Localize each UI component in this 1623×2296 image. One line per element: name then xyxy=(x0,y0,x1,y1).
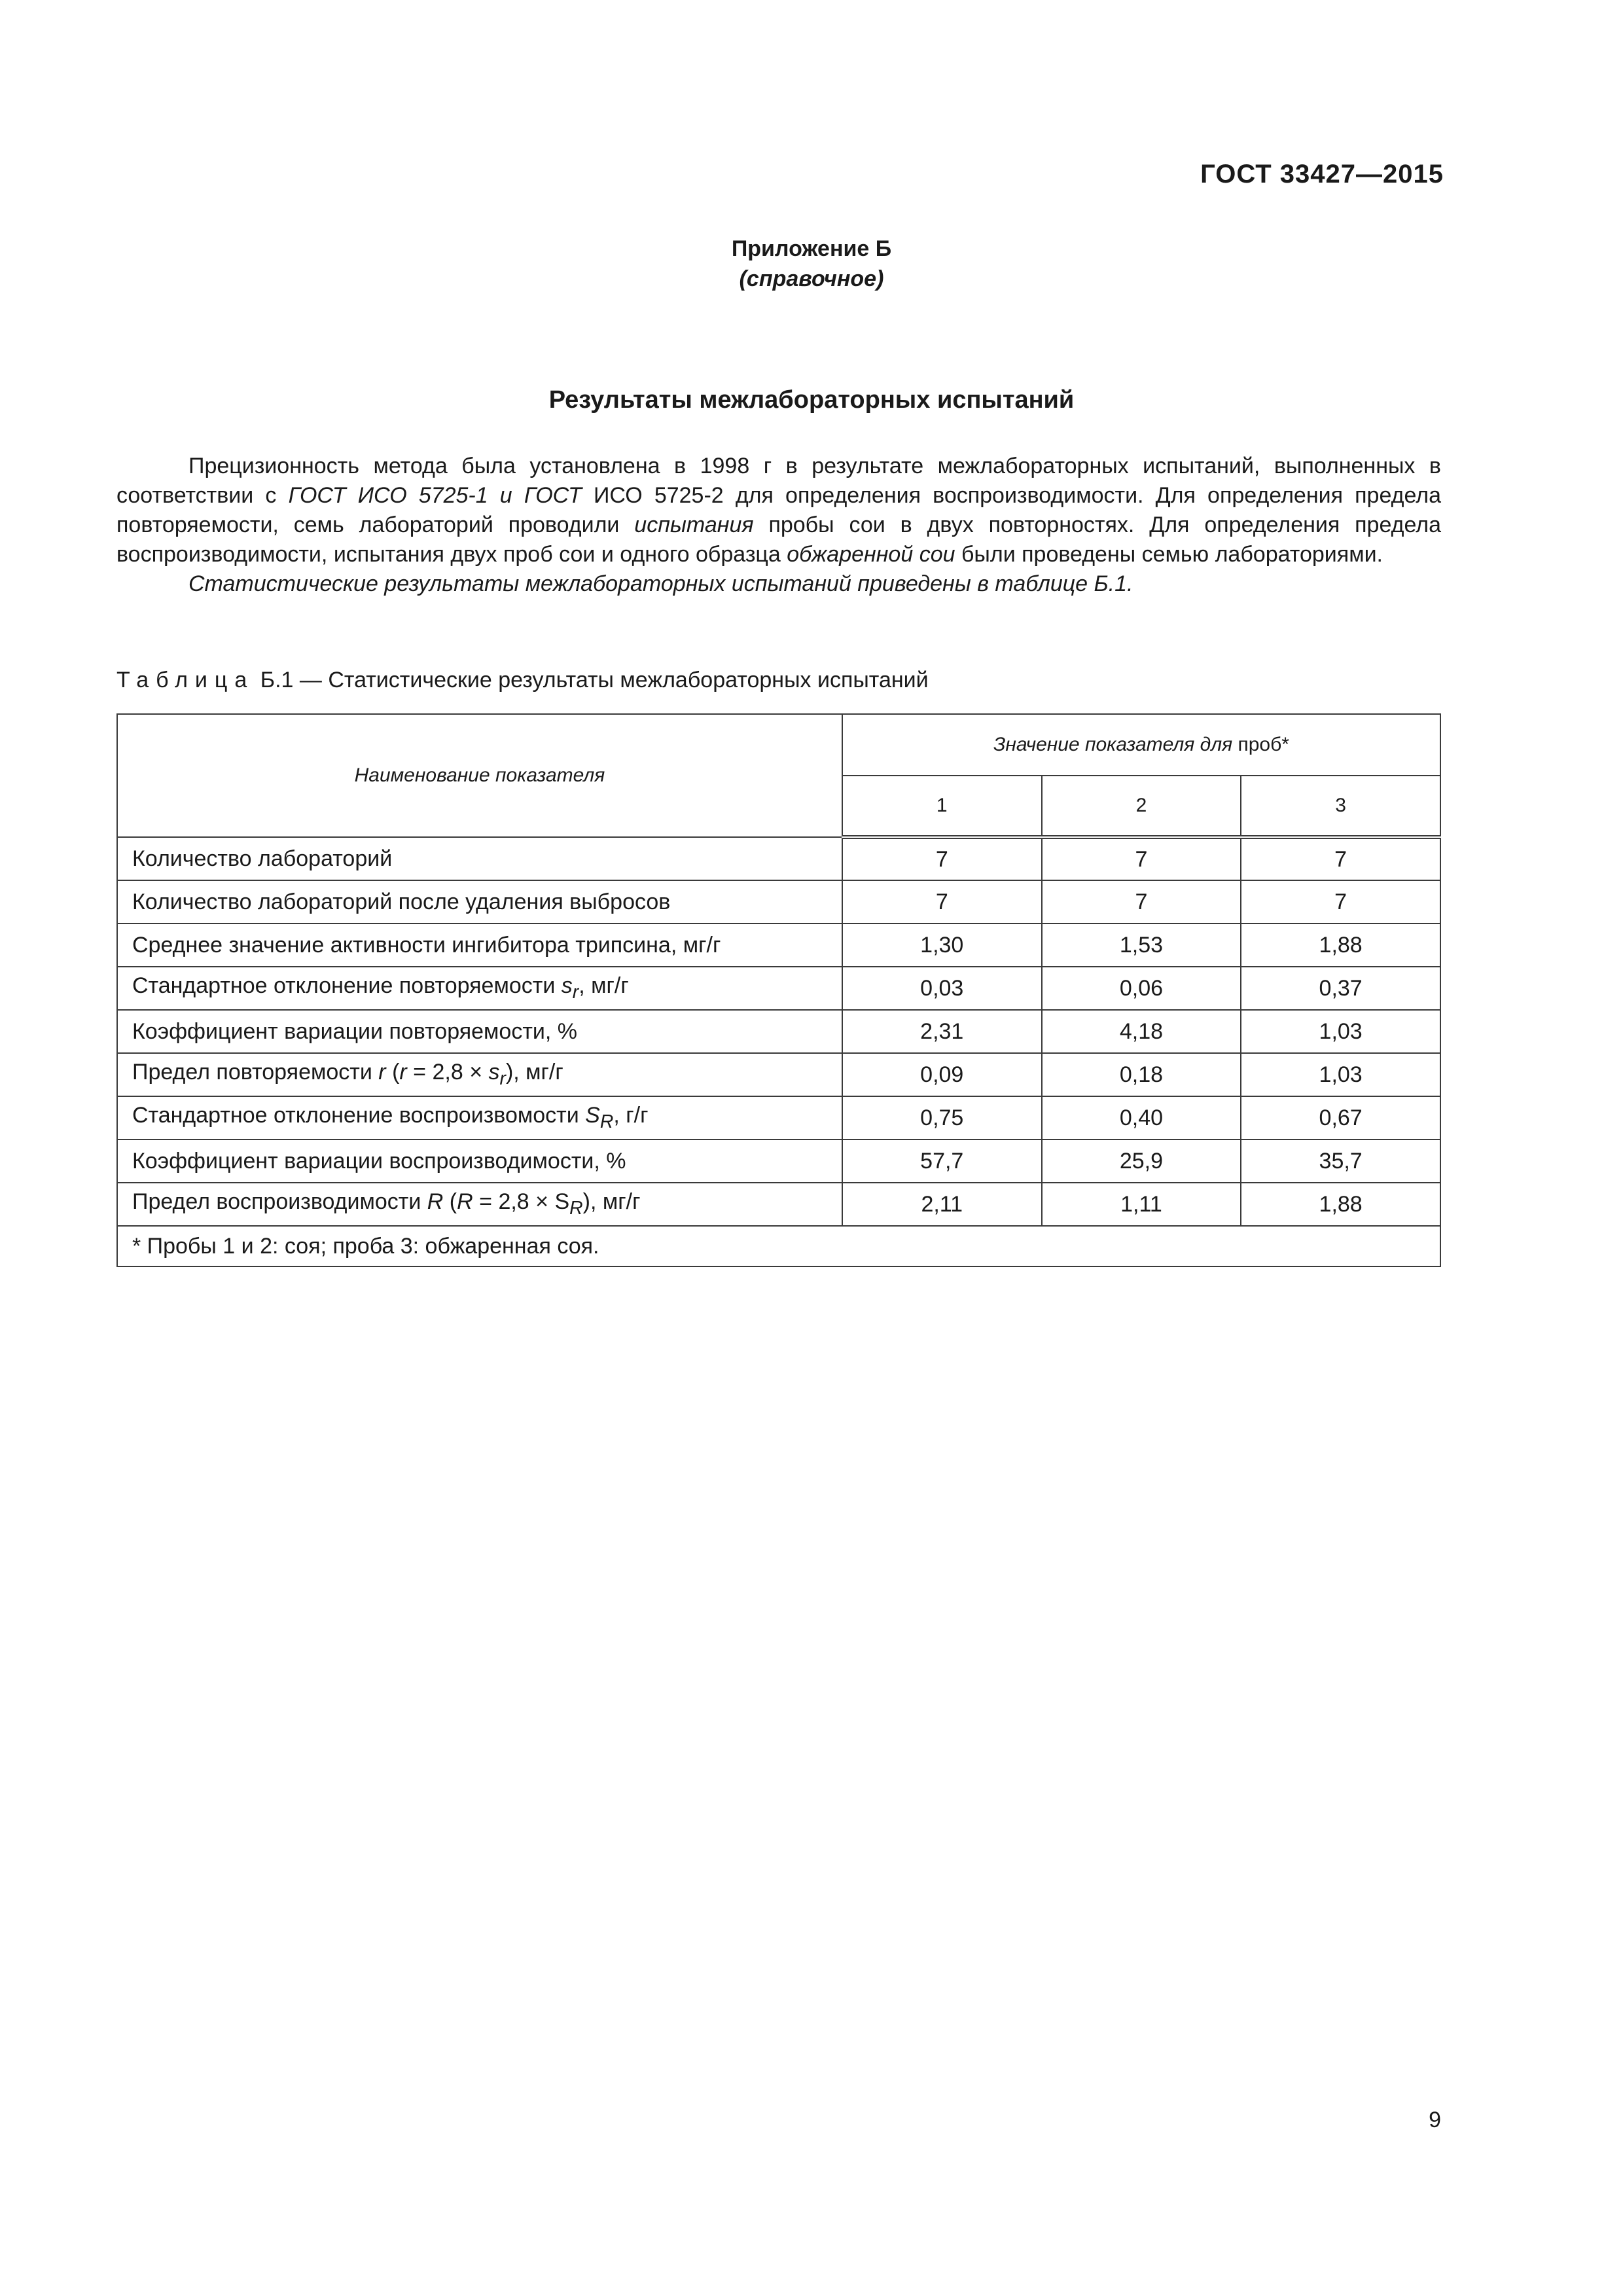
header-sample-2: 2 xyxy=(1042,776,1241,837)
cell-value: 0,06 xyxy=(1042,967,1241,1010)
table-row xyxy=(117,1139,1440,1183)
text-run: , г/г xyxy=(613,1103,649,1128)
row-name xyxy=(117,1183,842,1226)
row-name: Коэффициент вариации воспроизводимости, % xyxy=(117,1139,842,1183)
table-caption xyxy=(116,668,929,693)
table-row xyxy=(117,880,1440,924)
header-group-italic: Значение показателя для xyxy=(993,734,1233,755)
cell-value: 7 xyxy=(842,837,1042,880)
text-run: ИСО 5725-2 для определения воспроизводимости. Для определения предела повторяемости, семь лабораторий проводили xyxy=(116,483,1441,537)
table-header-row xyxy=(117,714,1440,776)
table-footnote: * Пробы 1 и 2: соя; проба 3: обжаренная соя. xyxy=(117,1226,1440,1266)
table-row xyxy=(117,1010,1440,1053)
cell-value: 1,88 xyxy=(1241,924,1440,967)
table-row xyxy=(117,1096,1440,1139)
header-sample-values xyxy=(842,714,1440,776)
cell-value: 1,03 xyxy=(1241,1010,1440,1053)
results-table xyxy=(116,713,1441,1267)
header-sample-1: 1 xyxy=(842,776,1042,837)
cell-value: 7 xyxy=(1042,880,1241,924)
cell-value: 0,18 xyxy=(1042,1053,1241,1096)
symbol: s xyxy=(561,973,573,999)
text-run: Стандартное отклонение воспроизвомости xyxy=(132,1103,586,1128)
cell-value: 1,53 xyxy=(1042,924,1241,967)
section-title: Результаты межлабораторных испытаний xyxy=(548,386,1075,414)
text-run: ( xyxy=(385,1060,400,1085)
header-group-rest: проб* xyxy=(1232,734,1289,755)
subscript: R xyxy=(599,1111,614,1132)
cell-value: 35,7 xyxy=(1241,1139,1440,1183)
table-caption-label: Таблица xyxy=(116,668,255,692)
table-footnote-row xyxy=(117,1226,1440,1266)
document-number: ГОСТ 33427—2015 xyxy=(1200,160,1444,188)
cell-value: 7 xyxy=(842,880,1042,924)
cell-value: 1,88 xyxy=(1241,1183,1440,1226)
symbol: S xyxy=(585,1103,600,1128)
appendix-heading xyxy=(0,234,1623,294)
cell-value: 1,30 xyxy=(842,924,1042,967)
table-row xyxy=(117,1053,1440,1096)
text-run: = 2,8 × xyxy=(406,1060,489,1085)
cell-value: 0,03 xyxy=(842,967,1042,1010)
header-sample-3: 3 xyxy=(1241,776,1440,837)
subscript: R xyxy=(569,1197,583,1219)
cell-value: 0,37 xyxy=(1241,967,1440,1010)
cell-value: 2,11 xyxy=(842,1183,1042,1226)
cell-value: 1,11 xyxy=(1042,1183,1241,1226)
text-run: Прецизионность метода была установлена в 1998 г в результате межлабораторных испытаний, выполненных в соответствии с xyxy=(116,454,1441,508)
text-run: ), мг/г xyxy=(505,1060,563,1085)
row-name xyxy=(117,967,842,1010)
text-run: ), мг/г xyxy=(582,1189,641,1215)
text-run: , мг/г xyxy=(579,973,629,999)
symbol: r xyxy=(399,1060,407,1085)
table-caption-text: Б.1 — Статистические результаты межлабораторных испытаний xyxy=(254,668,929,692)
appendix-title: Приложение Б xyxy=(731,236,892,261)
row-name: Среднее значение активности ингибитора трипсина, мг/г xyxy=(117,924,842,967)
row-name: Количество лабораторий после удаления выбросов xyxy=(117,880,842,924)
table-row xyxy=(117,967,1440,1010)
header-indicator-name: Наименование показателя xyxy=(117,714,842,837)
row-name: Коэффициент вариации повторяемости, % xyxy=(117,1010,842,1053)
text-run-italic: обжаренной сои xyxy=(787,542,955,567)
symbol: R xyxy=(457,1189,473,1215)
table-row xyxy=(117,924,1440,967)
row-name xyxy=(117,1053,842,1096)
text-run-italic: ГОСТ ИСО 5725-1 и ГОСТ xyxy=(288,483,582,508)
cell-value: 7 xyxy=(1042,837,1241,880)
text-run: ( xyxy=(443,1189,457,1215)
text-run: = 2,8 × S xyxy=(473,1189,570,1215)
table-row xyxy=(117,837,1440,880)
paragraph-precision xyxy=(116,452,1441,569)
cell-value: 7 xyxy=(1241,837,1440,880)
body-text xyxy=(116,452,1441,599)
page-number: 9 xyxy=(1429,2108,1441,2132)
subscript: r xyxy=(572,981,579,1003)
text-run: пробы сои в двух повторностях. Для определения предела воспроизводимости, испытания двух проб сои и одного образца xyxy=(116,512,1441,567)
cell-value: 57,7 xyxy=(842,1139,1042,1183)
symbol: R xyxy=(427,1189,444,1215)
cell-value: 4,18 xyxy=(1042,1010,1241,1053)
text-run: были проведены семью лабораториями. xyxy=(955,542,1383,567)
subscript: r xyxy=(499,1067,506,1089)
row-name: Количество лабораторий xyxy=(117,837,842,880)
appendix-subtitle: (справочное) xyxy=(739,266,884,291)
cell-value: 0,09 xyxy=(842,1053,1042,1096)
table-row xyxy=(117,1183,1440,1226)
row-name xyxy=(117,1096,842,1139)
text-run: Предел повторяемости xyxy=(132,1060,379,1085)
symbol: r xyxy=(378,1060,386,1085)
cell-value: 1,03 xyxy=(1241,1053,1440,1096)
symbol: s xyxy=(488,1060,500,1085)
paragraph-table-reference xyxy=(116,569,1441,599)
cell-value: 0,67 xyxy=(1241,1096,1440,1139)
text-run-italic: Статистические результаты межлабораторных испытаний приведены в таблице Б.1. xyxy=(188,571,1133,596)
cell-value: 0,40 xyxy=(1042,1096,1241,1139)
cell-value: 2,31 xyxy=(842,1010,1042,1053)
cell-value: 25,9 xyxy=(1042,1139,1241,1183)
cell-value: 0,75 xyxy=(842,1096,1042,1139)
text-run: Предел воспроизводимости xyxy=(132,1189,427,1215)
text-run: Стандартное отклонение повторяемости xyxy=(132,973,562,999)
text-run-italic: испытания xyxy=(634,512,754,537)
cell-value: 7 xyxy=(1241,880,1440,924)
